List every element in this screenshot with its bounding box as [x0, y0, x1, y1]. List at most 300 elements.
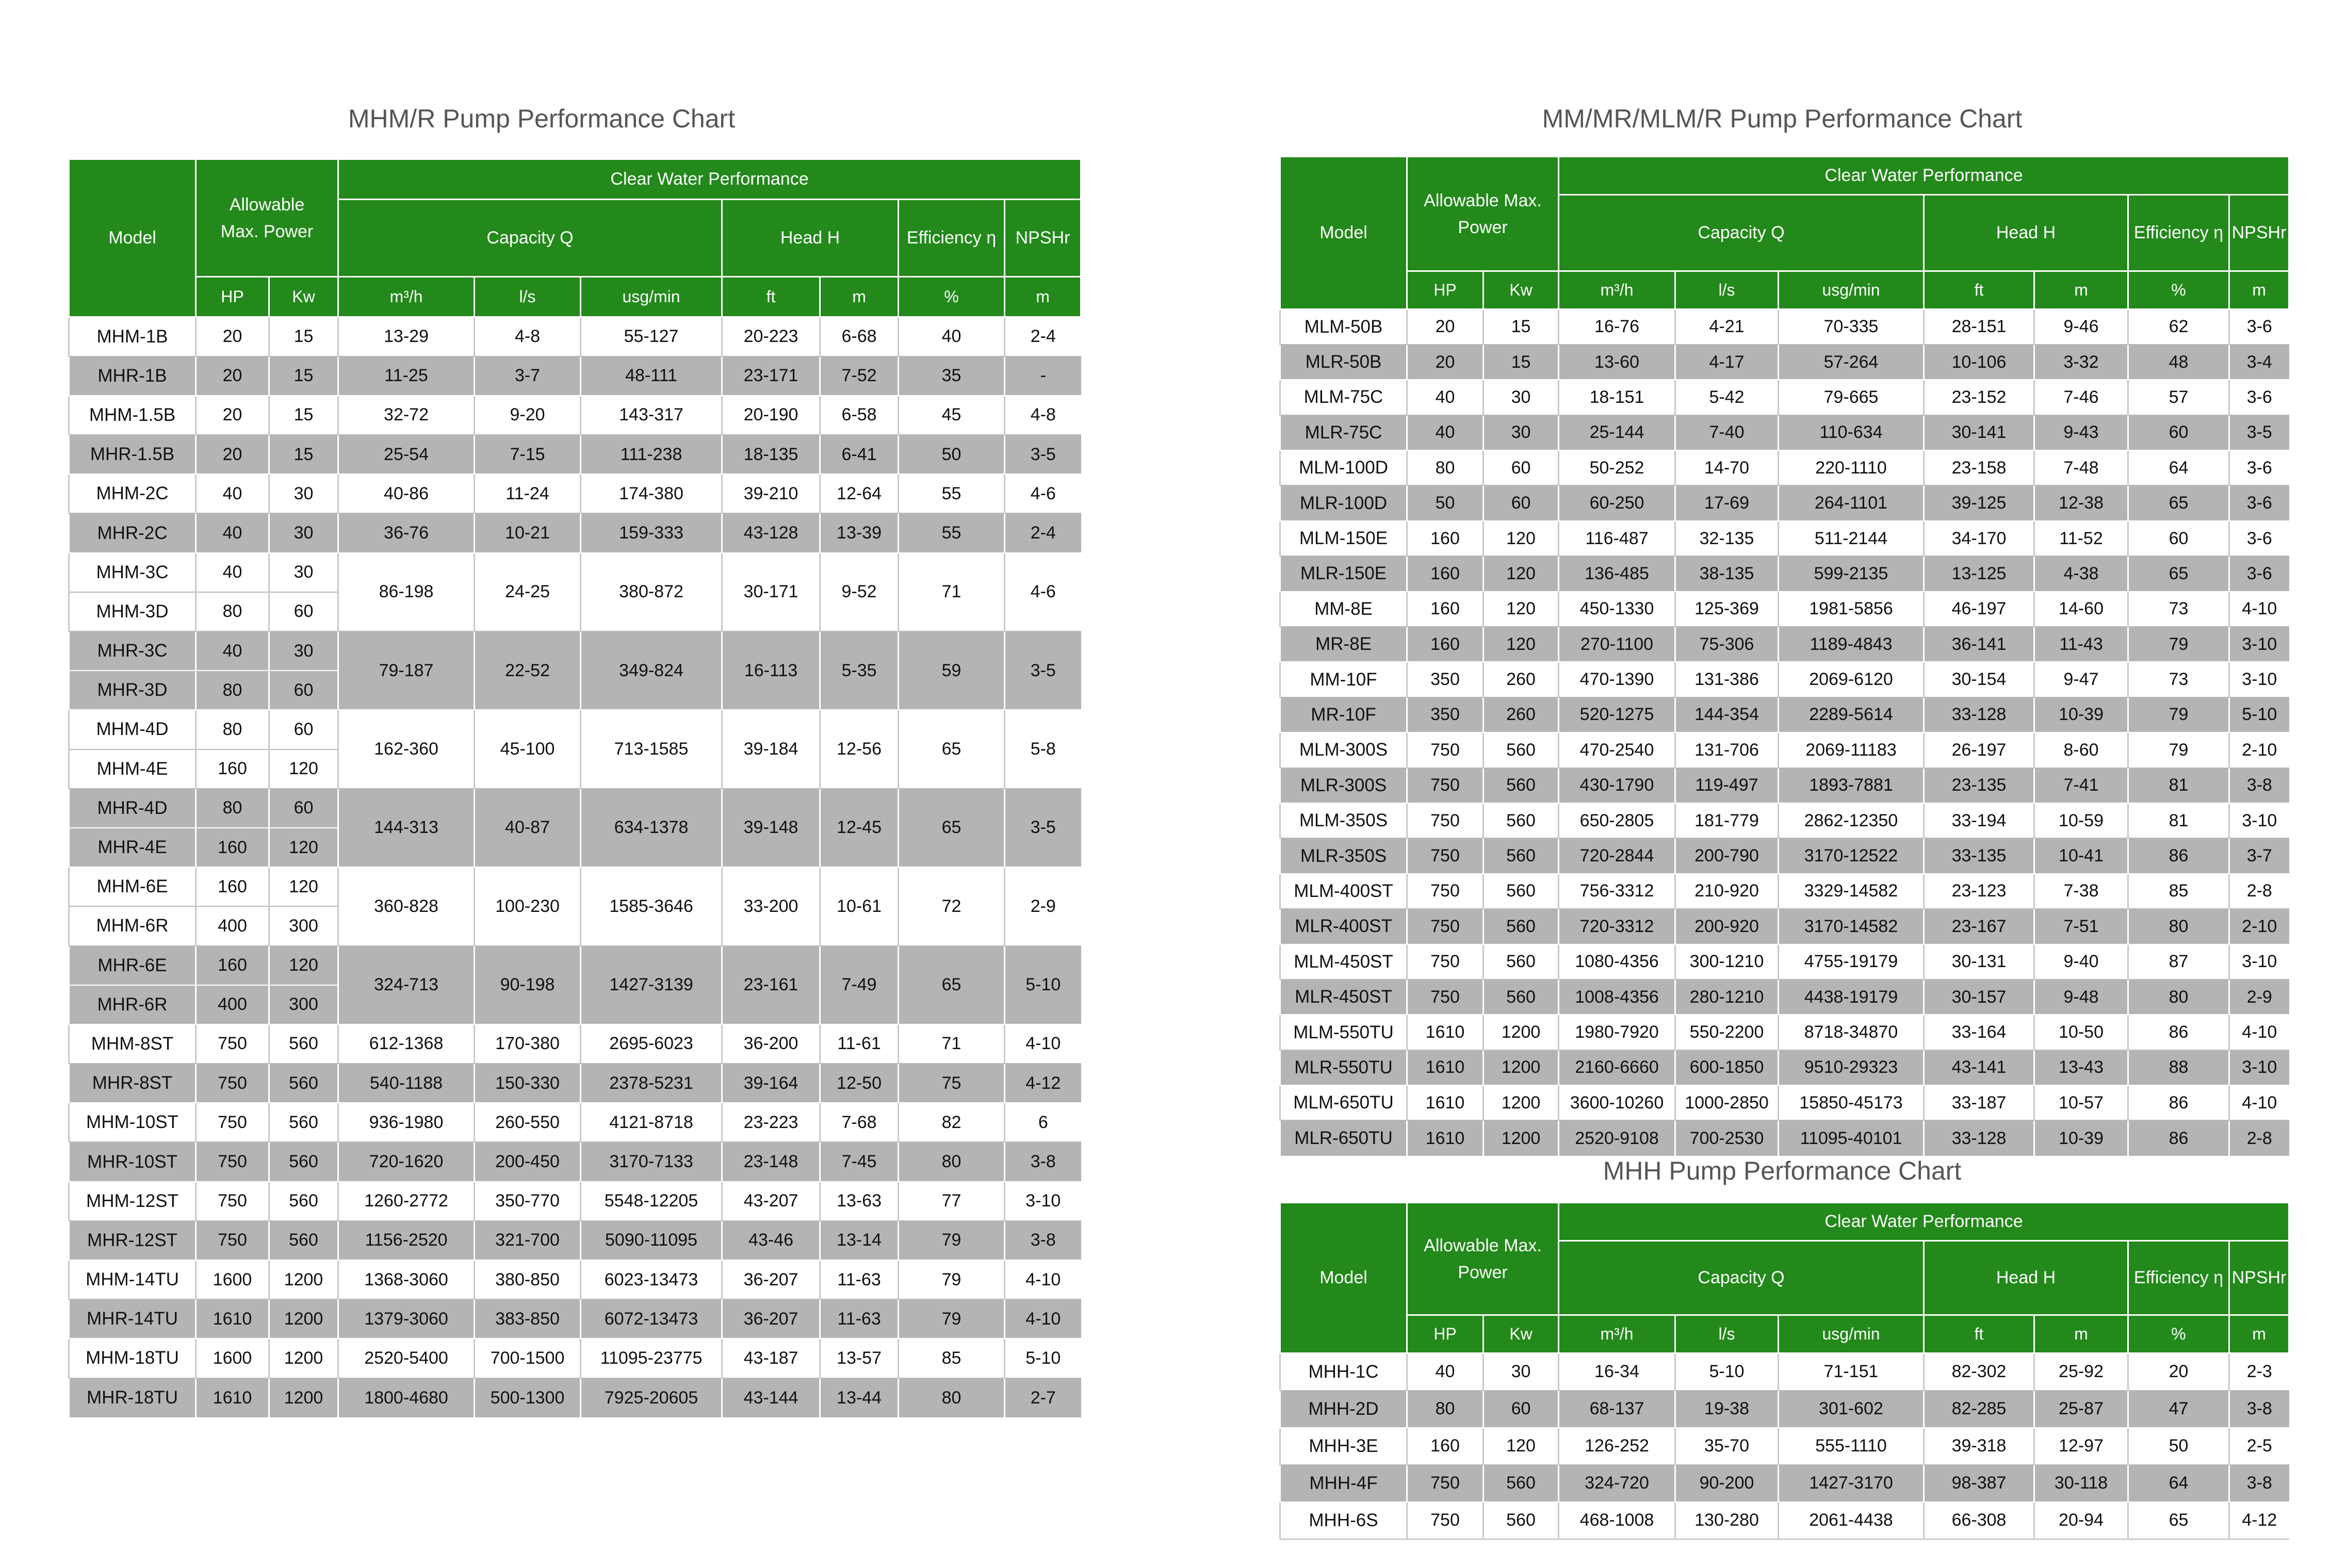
model-cell: MLM-300S [1280, 732, 1407, 767]
unit-usgmin-header: usg/min [1779, 271, 1924, 309]
capacity-usgmin-cell: 380-872 [581, 553, 722, 631]
capacity-ls-cell: 19-38 [1675, 1391, 1779, 1428]
capacity-ls-cell: 45-100 [475, 710, 581, 788]
head-ft-cell: 23-135 [1924, 768, 2034, 803]
head-ft-cell: 23-171 [722, 356, 820, 396]
capacity-ls-cell: 321-700 [475, 1221, 581, 1260]
capacity-m3h-cell: 86-198 [338, 553, 475, 631]
kw-cell: 120 [1484, 521, 1559, 556]
unit-npshr-m-header: m [1005, 277, 1081, 317]
head-header: Head H [1924, 1241, 2128, 1315]
table-row [1280, 521, 2289, 556]
table-header [1280, 1203, 2289, 1353]
model-cell: MR-10F [1280, 697, 1407, 732]
head-m-cell: 30-118 [2034, 1465, 2128, 1502]
capacity-m3h-cell: 11-25 [338, 356, 475, 396]
capacity-ls-cell: 131-386 [1675, 662, 1779, 697]
model-cell: MHM-18TU [69, 1338, 196, 1378]
head-ft-cell: 36-207 [722, 1260, 820, 1299]
capacity-m3h-cell: 612-1368 [338, 1024, 475, 1064]
capacity-ls-cell: 17-69 [1675, 485, 1779, 520]
efficiency-cell: 60 [2128, 521, 2229, 556]
capacity-ls-cell: 90-198 [475, 946, 581, 1024]
npshr-cell: 4-10 [1005, 1299, 1081, 1338]
npshr-cell: 2-10 [2229, 909, 2289, 944]
capacity-usgmin-cell: 174-380 [581, 474, 722, 513]
model-cell: MHR-2C [69, 513, 196, 552]
kw-cell: 560 [269, 1064, 338, 1103]
capacity-m3h-cell: 756-3312 [1559, 874, 1675, 909]
head-ft-cell: 46-197 [1924, 592, 2034, 627]
capacity-ls-cell: 260-550 [475, 1103, 581, 1142]
capacity-ls-cell: 144-354 [1675, 697, 1779, 732]
capacity-m3h-cell: 68-137 [1559, 1391, 1675, 1428]
model-cell: MHR-6E [69, 946, 196, 985]
capacity-usgmin-cell: 4438-19179 [1779, 979, 1924, 1015]
unit-m-header: m [2034, 271, 2128, 309]
capacity-m3h-cell: 25-54 [338, 435, 475, 474]
npshr-cell: 4-10 [1005, 1260, 1081, 1299]
capacity-ls-cell: 32-135 [1675, 521, 1779, 556]
capacity-ls-cell: 500-1300 [475, 1378, 581, 1417]
table-row [69, 435, 1081, 474]
model-cell: MLR-350S [1280, 838, 1407, 873]
kw-cell: 560 [1484, 838, 1559, 873]
hp-cell: 1610 [196, 1378, 269, 1417]
table-row [1280, 909, 2289, 944]
head-ft-cell: 33-128 [1924, 697, 2034, 732]
table-row [69, 1142, 1081, 1181]
head-ft-cell: 82-285 [1924, 1391, 2034, 1428]
model-cell: MM-8E [1280, 592, 1407, 627]
capacity-m3h-cell: 1080-4356 [1559, 944, 1675, 979]
kw-cell: 30 [269, 513, 338, 552]
head-ft-cell: 43-141 [1924, 1050, 2034, 1085]
head-ft-cell: 33-194 [1924, 803, 2034, 838]
kw-cell: 1200 [269, 1338, 338, 1378]
kw-cell: 15 [269, 317, 338, 356]
head-ft-cell: 43-144 [722, 1378, 820, 1417]
head-m-cell: 10-59 [2034, 803, 2128, 838]
head-m-cell: 12-50 [820, 1064, 899, 1103]
efficiency-cell: 50 [899, 435, 1005, 474]
table-row [1280, 309, 2289, 345]
efficiency-cell: 88 [2128, 1050, 2229, 1085]
model-cell: MHM-1.5B [69, 396, 196, 435]
hp-cell: 50 [1407, 485, 1484, 520]
clear-water-header: Clear Water Performance [338, 159, 1081, 200]
table-row [1280, 592, 2289, 627]
capacity-ls-cell: 7-40 [1675, 415, 1779, 450]
model-cell: MHR-6R [69, 985, 196, 1024]
table-header [69, 159, 1081, 317]
unit-ft-header: ft [722, 277, 820, 317]
efficiency-cell: 79 [2128, 732, 2229, 767]
efficiency-cell: 62 [2128, 309, 2229, 345]
head-ft-cell: 39-184 [722, 710, 820, 788]
npshr-cell: 4-8 [1005, 396, 1081, 435]
head-m-cell: 7-49 [820, 946, 899, 1024]
npshr-cell: 3-6 [2229, 485, 2289, 520]
capacity-m3h-cell: 16-34 [1559, 1353, 1675, 1391]
efficiency-cell: 77 [899, 1182, 1005, 1221]
capacity-m3h-cell: 1980-7920 [1559, 1015, 1675, 1050]
head-m-cell: 13-14 [820, 1221, 899, 1260]
model-cell: MHH-4F [1280, 1465, 1407, 1502]
head-m-cell: 20-94 [2034, 1502, 2128, 1539]
mmmr-chart-title: MM/MR/MLM/R Pump Performance Chart [1542, 104, 2023, 133]
kw-cell: 560 [1484, 732, 1559, 767]
capacity-m3h-cell: 2520-9108 [1559, 1120, 1675, 1155]
npshr-cell: 3-6 [2229, 521, 2289, 556]
npshr-cell: 2-4 [1005, 513, 1081, 552]
capacity-ls-cell: 280-1210 [1675, 979, 1779, 1015]
kw-cell: 30 [1484, 1353, 1559, 1391]
kw-cell: 560 [1484, 1465, 1559, 1502]
head-ft-cell: 43-187 [722, 1338, 820, 1378]
table-row [69, 631, 1081, 671]
npshr-cell: 2-8 [2229, 874, 2289, 909]
model-cell: MLR-150E [1280, 556, 1407, 591]
efficiency-cell: 35 [899, 356, 1005, 396]
model-cell: MLM-400ST [1280, 874, 1407, 909]
model-cell: MHR-8ST [69, 1064, 196, 1103]
npshr-cell: 3-8 [2229, 1465, 2289, 1502]
npshr-header: NPSHr [2229, 195, 2289, 271]
head-ft-cell: 39-125 [1924, 485, 2034, 520]
kw-cell: 15 [269, 435, 338, 474]
head-ft-cell: 30-131 [1924, 944, 2034, 979]
header-row-1 [69, 159, 1081, 200]
hp-cell: 160 [196, 946, 269, 985]
capacity-ls-cell: 700-1500 [475, 1338, 581, 1378]
efficiency-cell: 47 [2128, 1391, 2229, 1428]
kw-cell: 560 [1484, 979, 1559, 1015]
kw-cell: 560 [1484, 1502, 1559, 1539]
kw-cell: 60 [1484, 450, 1559, 485]
head-m-cell: 4-38 [2034, 556, 2128, 591]
model-cell: MLR-550TU [1280, 1050, 1407, 1085]
head-ft-cell: 66-308 [1924, 1502, 2034, 1539]
table-row [1280, 732, 2289, 767]
model-cell: MHH-1C [1280, 1353, 1407, 1391]
model-cell: MHM-4E [69, 749, 196, 789]
unit-usgmin-header: usg/min [1779, 1315, 1924, 1353]
head-m-cell: 5-35 [820, 631, 899, 710]
unit-ls-header: l/s [475, 277, 581, 317]
unit-percent-header: % [2128, 271, 2229, 309]
table-row [1280, 979, 2289, 1015]
kw-cell: 560 [269, 1182, 338, 1221]
efficiency-cell: 73 [2128, 592, 2229, 627]
kw-cell: 120 [269, 867, 338, 906]
npshr-cell: 3-6 [2229, 380, 2289, 415]
npshr-cell: 5-10 [1005, 946, 1081, 1024]
table-row [1280, 1015, 2289, 1050]
model-cell: MHR-18TU [69, 1378, 196, 1417]
kw-cell: 30 [269, 631, 338, 671]
hp-cell: 80 [1407, 450, 1484, 485]
table-body [69, 317, 1081, 1417]
head-m-cell: 11-63 [820, 1299, 899, 1338]
mhh-performance-table [1279, 1202, 2288, 1540]
capacity-m3h-cell: 360-828 [338, 867, 475, 945]
model-cell: MHM-6E [69, 867, 196, 906]
table-row [1280, 1353, 2289, 1391]
model-header: Model [1280, 1203, 1407, 1353]
kw-cell: 60 [1484, 1391, 1559, 1428]
head-ft-cell: 39-318 [1924, 1428, 2034, 1465]
capacity-usgmin-cell: 264-1101 [1779, 485, 1924, 520]
allowable-power-header: Allowable Max. Power [196, 159, 338, 277]
unit-ft-header: ft [1924, 271, 2034, 309]
capacity-m3h-cell: 40-86 [338, 474, 475, 513]
capacity-usgmin-cell: 110-634 [1779, 415, 1924, 450]
unit-ls-header: l/s [1675, 1315, 1779, 1353]
capacity-m3h-cell: 50-252 [1559, 450, 1675, 485]
model-cell: MHM-6R [69, 906, 196, 945]
kw-cell: 60 [1484, 485, 1559, 520]
head-m-cell: 14-60 [2034, 592, 2128, 627]
hp-cell: 80 [196, 789, 269, 828]
npshr-cell: 5-10 [1005, 1338, 1081, 1378]
model-cell: MHR-4D [69, 789, 196, 828]
capacity-m3h-cell: 470-2540 [1559, 732, 1675, 767]
efficiency-cell: 65 [899, 710, 1005, 788]
capacity-m3h-cell: 144-313 [338, 789, 475, 867]
npshr-cell: 2-3 [2229, 1353, 2289, 1391]
hp-cell: 1600 [196, 1260, 269, 1299]
head-m-cell: 12-64 [820, 474, 899, 513]
capacity-ls-cell: 11-24 [475, 474, 581, 513]
npshr-cell: 3-5 [1005, 435, 1081, 474]
capacity-usgmin-cell: 4121-8718 [581, 1103, 722, 1142]
npshr-cell: 3-10 [2229, 1050, 2289, 1085]
capacity-usgmin-cell: 159-333 [581, 513, 722, 552]
head-m-cell: 8-60 [2034, 732, 2128, 767]
table-row [69, 1064, 1081, 1103]
kw-cell: 300 [269, 906, 338, 945]
model-cell: MM-10F [1280, 662, 1407, 697]
efficiency-cell: 85 [2128, 874, 2229, 909]
npshr-header: NPSHr [2229, 1241, 2289, 1315]
capacity-usgmin-cell: 6072-13473 [581, 1299, 722, 1338]
capacity-m3h-cell: 720-2844 [1559, 838, 1675, 873]
unit-kw-header: Kw [1484, 1315, 1559, 1353]
efficiency-cell: 64 [2128, 450, 2229, 485]
model-cell: MLR-300S [1280, 768, 1407, 803]
capacity-ls-cell: 150-330 [475, 1064, 581, 1103]
efficiency-cell: 64 [2128, 1465, 2229, 1502]
capacity-m3h-cell: 3600-10260 [1559, 1085, 1675, 1120]
head-ft-cell: 20-223 [722, 317, 820, 356]
hp-cell: 160 [1407, 556, 1484, 591]
hp-cell: 80 [196, 671, 269, 710]
table-row [69, 1024, 1081, 1064]
hp-cell: 750 [1407, 1465, 1484, 1502]
kw-cell: 60 [269, 710, 338, 749]
hp-cell: 160 [1407, 1428, 1484, 1465]
head-ft-cell: 33-187 [1924, 1085, 2034, 1120]
model-cell: MHH-6S [1280, 1502, 1407, 1539]
table-row [1280, 1085, 2289, 1120]
head-m-cell: 25-87 [2034, 1391, 2128, 1428]
table-row [69, 553, 1081, 592]
efficiency-cell: 86 [2128, 838, 2229, 873]
model-cell: MHM-14TU [69, 1260, 196, 1299]
table-row [69, 710, 1081, 749]
capacity-usgmin-cell: 599-2135 [1779, 556, 1924, 591]
table-row [69, 867, 1081, 906]
capacity-usgmin-cell: 220-1110 [1779, 450, 1924, 485]
header-row-units [69, 277, 1081, 317]
npshr-cell: 2-9 [1005, 867, 1081, 945]
capacity-usgmin-cell: 634-1378 [581, 789, 722, 867]
table-row [1280, 485, 2289, 520]
hp-cell: 40 [196, 513, 269, 552]
npshr-cell: 4-10 [2229, 1085, 2289, 1120]
capacity-m3h-cell: 18-151 [1559, 380, 1675, 415]
capacity-ls-cell: 119-497 [1675, 768, 1779, 803]
mhmr-performance-table [68, 158, 1080, 1417]
kw-cell: 1200 [1484, 1120, 1559, 1155]
capacity-usgmin-cell: 2061-4438 [1779, 1502, 1924, 1539]
model-cell: MLR-100D [1280, 485, 1407, 520]
capacity-ls-cell: 200-920 [1675, 909, 1779, 944]
head-ft-cell: 18-135 [722, 435, 820, 474]
model-cell: MHR-14TU [69, 1299, 196, 1338]
hp-cell: 750 [196, 1221, 269, 1260]
head-ft-cell: 30-141 [1924, 415, 2034, 450]
kw-cell: 15 [1484, 309, 1559, 345]
head-m-cell: 12-45 [820, 789, 899, 867]
head-ft-cell: 36-200 [722, 1024, 820, 1064]
capacity-m3h-cell: 13-60 [1559, 345, 1675, 380]
efficiency-cell: 50 [2128, 1428, 2229, 1465]
efficiency-cell: 72 [899, 867, 1005, 945]
kw-cell: 560 [269, 1221, 338, 1260]
table-row [1280, 380, 2289, 415]
hp-cell: 400 [196, 985, 269, 1024]
efficiency-header: Efficiency η [2128, 1241, 2229, 1315]
capacity-usgmin-cell: 48-111 [581, 356, 722, 396]
hp-cell: 40 [196, 631, 269, 671]
head-m-cell: 7-38 [2034, 874, 2128, 909]
model-cell: MHM-1B [69, 317, 196, 356]
head-m-cell: 11-63 [820, 1260, 899, 1299]
head-ft-cell: 39-164 [722, 1064, 820, 1103]
kw-cell: 260 [1484, 697, 1559, 732]
npshr-cell: 4-12 [1005, 1064, 1081, 1103]
head-ft-cell: 39-148 [722, 789, 820, 867]
table-row [1280, 803, 2289, 838]
head-ft-cell: 23-161 [722, 946, 820, 1024]
table-row [69, 1299, 1081, 1338]
head-ft-cell: 23-152 [1924, 380, 2034, 415]
npshr-cell: 2-8 [2229, 1120, 2289, 1155]
model-cell: MHR-3D [69, 671, 196, 710]
header-row-units [1280, 271, 2289, 309]
hp-cell: 750 [1407, 803, 1484, 838]
capacity-usgmin-cell: 1427-3170 [1779, 1465, 1924, 1502]
unit-m-header: m [2034, 1315, 2128, 1353]
model-cell: MHR-3C [69, 631, 196, 671]
capacity-usgmin-cell: 1981-5856 [1779, 592, 1924, 627]
capacity-usgmin-cell: 5090-11095 [581, 1221, 722, 1260]
model-cell: MHM-3C [69, 553, 196, 592]
efficiency-cell: 87 [2128, 944, 2229, 979]
hp-cell: 20 [1407, 345, 1484, 380]
head-m-cell: 11-61 [820, 1024, 899, 1064]
head-m-cell: 13-44 [820, 1378, 899, 1417]
kw-cell: 30 [1484, 380, 1559, 415]
capacity-ls-cell: 3-7 [475, 356, 581, 396]
npshr-cell: 3-6 [2229, 450, 2289, 485]
clear-water-header: Clear Water Performance [1559, 1203, 2289, 1241]
npshr-cell: 2-4 [1005, 317, 1081, 356]
hp-cell: 750 [1407, 979, 1484, 1015]
model-cell: MLR-450ST [1280, 979, 1407, 1015]
efficiency-cell: 48 [2128, 345, 2229, 380]
npshr-cell: 3-5 [2229, 415, 2289, 450]
capacity-m3h-cell: 468-1008 [1559, 1502, 1675, 1539]
table-body [1280, 309, 2289, 1156]
head-m-cell: 6-41 [820, 435, 899, 474]
hp-cell: 160 [196, 828, 269, 867]
capacity-ls-cell: 40-87 [475, 789, 581, 867]
head-m-cell: 9-47 [2034, 662, 2128, 697]
kw-cell: 1200 [1484, 1085, 1559, 1120]
head-m-cell: 10-39 [2034, 1120, 2128, 1155]
npshr-cell: 4-6 [1005, 553, 1081, 631]
head-header: Head H [722, 200, 899, 277]
efficiency-cell: 80 [899, 1142, 1005, 1181]
unit-hp-header: HP [196, 277, 269, 317]
head-m-cell: 10-61 [820, 867, 899, 945]
capacity-header: Capacity Q [1559, 195, 1924, 271]
npshr-cell: 2-10 [2229, 732, 2289, 767]
capacity-usgmin-cell: 55-127 [581, 317, 722, 356]
model-cell: MHM-3D [69, 592, 196, 631]
capacity-usgmin-cell: 3170-14582 [1779, 909, 1924, 944]
table-header [1280, 157, 2289, 309]
model-cell: MLM-100D [1280, 450, 1407, 485]
allowable-power-header: Allowable Max. Power [1407, 157, 1559, 271]
capacity-m3h-cell: 1156-2520 [338, 1221, 475, 1260]
unit-hp-header: HP [1407, 1315, 1484, 1353]
npshr-cell: 2-9 [2229, 979, 2289, 1015]
head-m-cell: 12-38 [2034, 485, 2128, 520]
head-m-cell: 12-97 [2034, 1428, 2128, 1465]
npshr-cell: 3-5 [1005, 631, 1081, 710]
model-cell: MLM-650TU [1280, 1085, 1407, 1120]
efficiency-cell: 81 [2128, 803, 2229, 838]
head-ft-cell: 23-123 [1924, 874, 2034, 909]
npshr-cell: 3-6 [2229, 556, 2289, 591]
hp-cell: 160 [1407, 592, 1484, 627]
table-row [1280, 1465, 2289, 1502]
hp-cell: 160 [1407, 627, 1484, 662]
capacity-m3h-cell: 2520-5400 [338, 1338, 475, 1378]
efficiency-cell: 86 [2128, 1015, 2229, 1050]
efficiency-cell: 65 [899, 946, 1005, 1024]
head-ft-cell: 43-207 [722, 1182, 820, 1221]
unit-ft-header: ft [1924, 1315, 2034, 1353]
efficiency-cell: 55 [899, 513, 1005, 552]
capacity-m3h-cell: 324-720 [1559, 1465, 1675, 1502]
head-m-cell: 7-41 [2034, 768, 2128, 803]
kw-cell: 15 [1484, 345, 1559, 380]
